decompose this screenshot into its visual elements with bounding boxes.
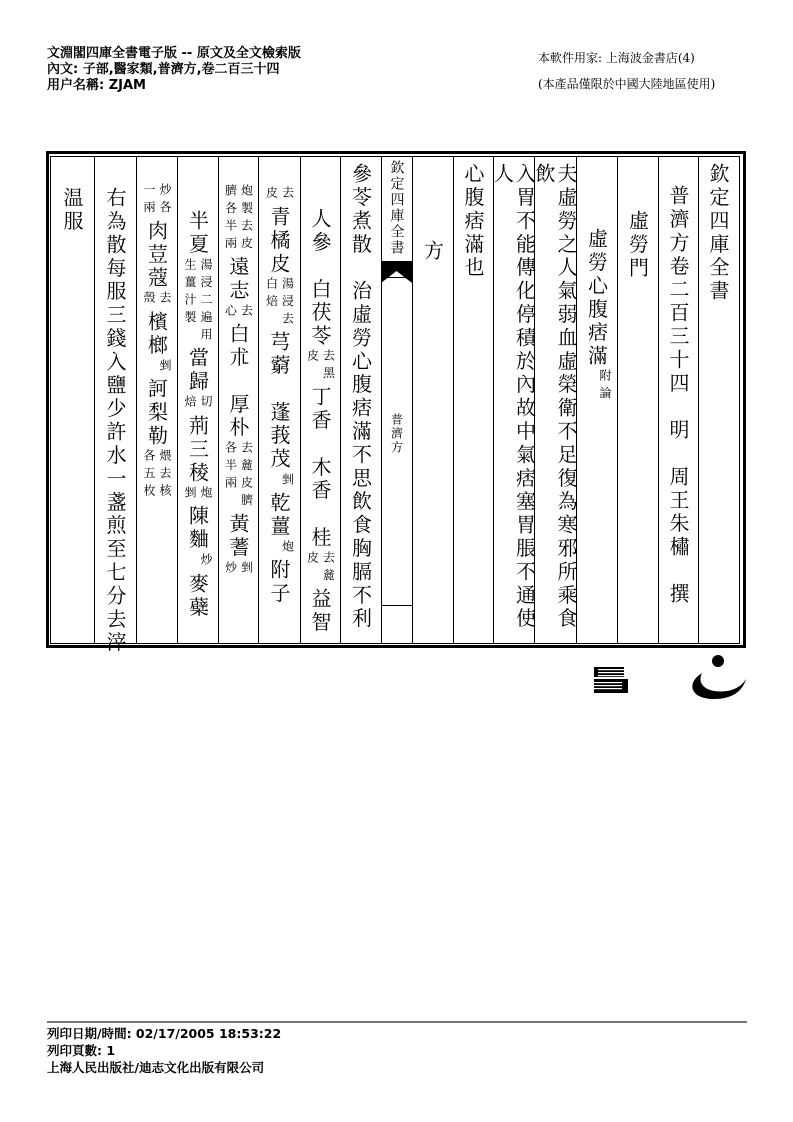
annotation-line: 皮 — [305, 349, 320, 367]
main-text: 陳麯 — [185, 505, 210, 553]
annotation-line: 去麄皮臍 — [239, 441, 254, 512]
header-title: 文淵閣四庫全書電子版 -- 原文及全文檢索版 — [47, 46, 301, 61]
main-text: 半夏 — [185, 210, 210, 257]
text-column — [94, 187, 136, 673]
main-text: 丁香 木香 桂 — [308, 386, 332, 551]
main-text: 入胃不能傳化停積於內故中氣痞塞胃脹不通使人 — [490, 163, 537, 631]
annotation-note — [224, 184, 253, 254]
main-text: 普濟方卷二百三十四 明 周王朱橚 撰 — [666, 185, 690, 607]
text-column — [136, 182, 177, 668]
annotation-line: 各半兩 — [223, 441, 238, 494]
annotation-line: 各五枚 — [142, 449, 156, 502]
main-text: 夫虛勞之人氣弱血虛榮衛不足復為寒邪所乘食飲 — [532, 163, 578, 631]
annotation-line: 炒 — [199, 553, 213, 571]
main-text: 訶梨勒 — [144, 378, 169, 449]
annotation-note — [142, 449, 171, 502]
main-text: 黃蓍 — [226, 513, 250, 561]
annotation-note — [306, 551, 335, 586]
annotation-line: 切 — [199, 395, 213, 413]
annotation-note — [265, 540, 294, 558]
text-column — [412, 240, 453, 726]
main-text: 荊三稜 — [185, 414, 210, 485]
text-column — [177, 210, 218, 696]
annotation-line: 煨去核 — [158, 449, 172, 502]
text-column — [658, 185, 698, 671]
main-text: 虛勞心腹痞滿 — [584, 228, 609, 369]
annotation-line: 炒各 — [158, 183, 172, 218]
annotation-line: 炮 — [199, 485, 213, 504]
main-text: 遠志 — [226, 256, 250, 303]
annotation-line: 剉 — [239, 561, 254, 579]
annotation-line: 湯浸二遍用 — [199, 257, 213, 346]
main-text: 參苓煮散 治虛勞心腹痞滿不思飲食胸膈不利 — [348, 163, 373, 631]
main-text: 乾薑 — [267, 492, 291, 539]
band-section-title: 普濟方 — [389, 413, 404, 455]
footer-print-datetime: 列印日期/時間: 02/17/2005 18:53:22 — [47, 1026, 282, 1041]
main-text: 芎藭 蓬莪茂 — [267, 331, 291, 472]
main-text: 人參 白茯苓 — [308, 208, 332, 349]
annotation-line: 剉 — [280, 472, 295, 491]
annotation-note — [265, 473, 294, 491]
annotation-line: 炮 — [280, 539, 295, 558]
header-username: 用户名稱: ZJAM — [47, 78, 146, 93]
text-column — [300, 208, 340, 694]
text-column — [698, 163, 738, 649]
text-column — [490, 163, 537, 649]
band-divider-bottom — [381, 605, 412, 606]
text-column — [617, 210, 658, 696]
band-divider-top — [381, 277, 412, 278]
annotation-line: 白焙 — [264, 276, 279, 312]
annotation-note — [142, 291, 171, 309]
annotation-line: 炮製去皮 — [239, 184, 254, 254]
main-text: 麥蘗 — [185, 572, 210, 620]
annotation-line: 去麄 — [321, 551, 336, 587]
annotation-note — [183, 553, 212, 571]
annotation-note — [265, 186, 294, 204]
main-text: 檳榔 — [144, 310, 169, 358]
center-band — [381, 160, 412, 646]
main-text: 益智 — [308, 588, 332, 636]
annotation-note — [306, 349, 335, 384]
annotation-line: 生薑汁製 — [183, 257, 197, 328]
annotation-note — [224, 441, 253, 511]
annotation-line: 皮 — [264, 186, 279, 204]
footer-divider — [47, 1021, 747, 1023]
header-licensee: 本軟件用家: 上海波金書店(4) — [538, 51, 695, 65]
text-column — [453, 163, 493, 649]
main-text: 虛勞門 — [625, 210, 650, 281]
annotation-line: 殼 — [142, 291, 156, 309]
header-restriction: (本產品僅限於中國大陸地區使用) — [538, 77, 716, 91]
main-text: 青橘皮 — [267, 205, 291, 276]
annotation-line: 去 — [239, 303, 254, 322]
annotation-line: 心 — [223, 303, 238, 322]
annotation-note — [582, 369, 611, 404]
annotation-line: 去 — [280, 186, 295, 204]
annotation-line: 去黑 — [321, 349, 336, 385]
main-text: 欽定四庫全書 — [706, 163, 730, 304]
main-text: 當歸 — [185, 347, 210, 395]
annotation-note — [142, 359, 171, 377]
annotation-note — [265, 277, 294, 330]
annotation-line: 去 — [158, 291, 172, 309]
fishtail-mark-icon — [381, 261, 412, 283]
text-column — [340, 163, 381, 649]
text-column — [258, 185, 300, 671]
band-book-title: 欽定四庫全書 — [388, 160, 405, 256]
annotation-line: 剉 — [183, 485, 197, 504]
text-column — [218, 183, 258, 669]
annotation-line: 一兩 — [142, 183, 156, 218]
main-text: 附子 — [267, 559, 291, 607]
annotation-line: 湯浸去 — [280, 276, 295, 330]
main-text: 肉荳蔻 — [144, 220, 169, 291]
main-text: 白朮 厚朴 — [226, 323, 250, 441]
main-text: 右為散每服三錢入鹽少許水一盞煎至七分去滓 — [103, 187, 127, 655]
annotation-line: 臍各半兩 — [223, 184, 238, 254]
main-text: 心腹痞滿也 — [461, 163, 485, 280]
text-column — [534, 163, 576, 649]
annotation-line: 附論 — [598, 369, 612, 405]
annotation-line: 皮 — [305, 551, 320, 569]
text-column — [50, 187, 94, 673]
annotation-line: 炒 — [223, 561, 238, 579]
annotation-note — [183, 395, 212, 413]
header-content-path: 內文: 子部,醫家類,普濟方,卷二百三十四 — [47, 62, 280, 77]
annotation-note — [183, 486, 212, 504]
annotation-note — [183, 258, 212, 346]
annotation-note — [224, 561, 253, 579]
annotation-line: 焙 — [183, 395, 197, 413]
main-text: 方 — [420, 240, 445, 264]
main-text: 温服 — [60, 187, 84, 234]
annotation-note — [224, 304, 253, 322]
footer-publisher: 上海人民出版社/迪志文化出版有限公司 — [47, 1060, 265, 1075]
footer-print-pages: 列印頁數: 1 — [47, 1043, 116, 1058]
annotation-line: 剉 — [158, 358, 172, 377]
publisher-logo-icon — [590, 655, 750, 707]
annotation-note — [142, 183, 171, 218]
text-column — [576, 228, 617, 714]
